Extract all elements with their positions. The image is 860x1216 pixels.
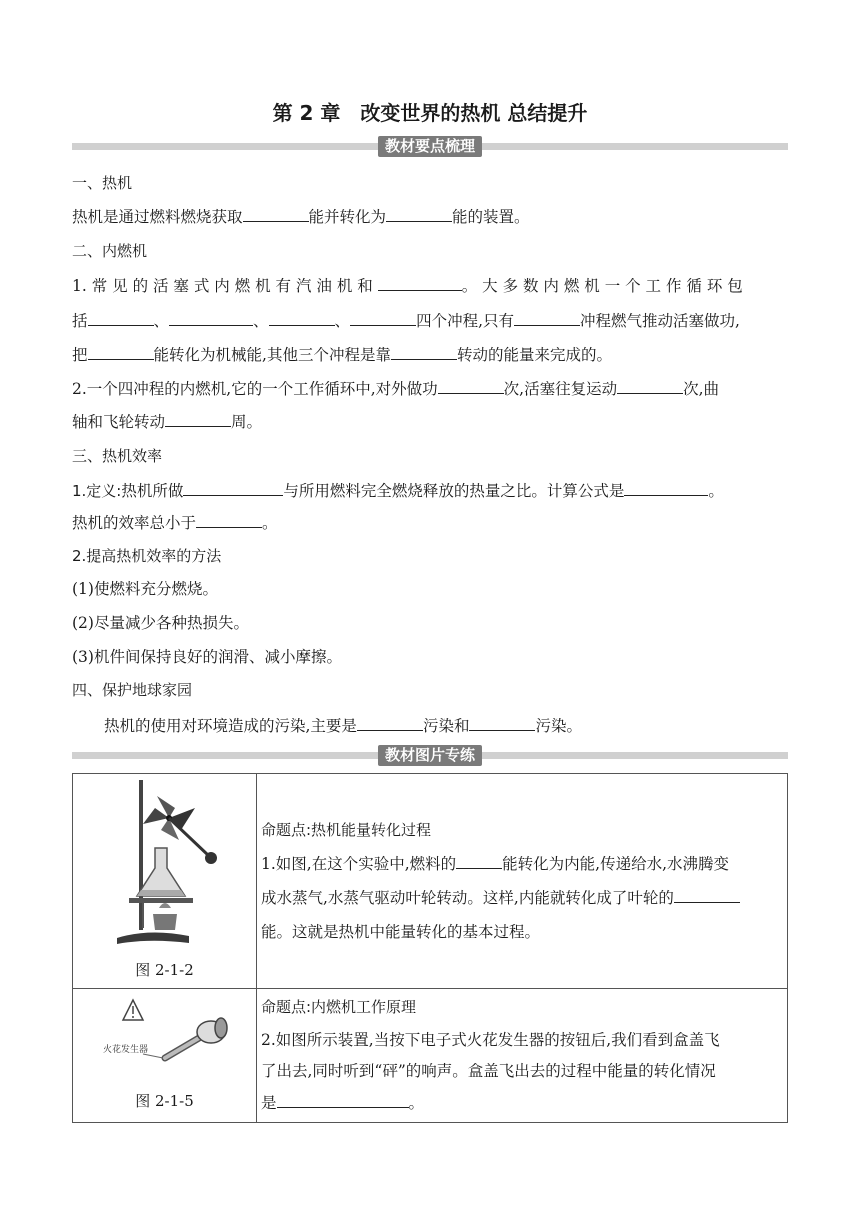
paragraph-ice-2: 括 、 、 、 四个冲程,只有 冲程燃气推动活塞做功, [72, 309, 788, 332]
heading-protect-earth: 四、保护地球家园 [72, 681, 193, 699]
heading-heat-engine: 一、热机 [72, 174, 133, 192]
question-1-line-1: 1.如图,在这个实验中,燃料的 能转化为内能,传递给水,水沸腾变 [261, 850, 785, 879]
answer-blank[interactable] [469, 714, 535, 731]
answer-blank[interactable] [456, 852, 502, 869]
answer-blank[interactable] [277, 1091, 409, 1108]
method-3: (3)机件间保持良好的润滑、减小摩擦。 [72, 648, 342, 666]
answer-blank[interactable] [243, 205, 309, 222]
section-banner-figure-practice [72, 745, 788, 767]
paragraph-ice-1: 1. 常 见 的 活 塞 式 内 燃 机 有 汽 油 机 和 。 大 多 数 内 燃 机 一 个 工 作 循 环 包 [72, 274, 788, 297]
method-2: (2)尽量减少各种热损失。 [72, 614, 249, 632]
subheading-improve-efficiency: 2.提高热机效率的方法 [72, 547, 222, 565]
paragraph-ice-5: 轴和飞轮转动 周。 [72, 410, 788, 433]
page-title: 第 2 章 改变世界的热机 总结提升 [272, 101, 588, 125]
pinwheel-experiment-figure [109, 778, 221, 948]
heading-efficiency: 三、热机效率 [72, 447, 163, 465]
paragraph-efficiency-def: 1.定义:热机所做 与所用燃料完全燃烧释放的热量之比。计算公式是 。 [72, 479, 788, 502]
paragraph-pollution: 热机的使用对环境造成的污染,主要是 污染和 污染。 [104, 714, 788, 737]
answer-blank[interactable] [196, 511, 262, 528]
heading-ice: 二、内燃机 [72, 242, 148, 260]
answer-blank[interactable] [378, 274, 462, 291]
topic-ice-principle: 命题点:内燃机工作原理 [261, 998, 417, 1016]
section-banner-key-points [72, 136, 788, 158]
topic-energy-conversion: 命题点:热机能量转化过程 [261, 821, 432, 839]
spark-generator-figure [103, 996, 233, 1076]
answer-blank[interactable] [183, 479, 283, 496]
spark-generator-label: 火花发生器 [103, 1045, 149, 1055]
answer-blank[interactable] [514, 309, 580, 326]
answer-blank[interactable] [165, 410, 231, 427]
question-2-line-3: 是 。 [261, 1089, 785, 1118]
paragraph-efficiency-limit: 热机的效率总小于 。 [72, 511, 788, 534]
figure-caption: 图 2-1-5 [135, 1092, 194, 1110]
answer-blank[interactable] [357, 714, 423, 731]
answer-blank[interactable] [88, 343, 154, 360]
paragraph-ice-3: 把 能转化为机械能,其他三个冲程是靠 转动的能量来完成的。 [72, 343, 788, 366]
answer-blank[interactable] [438, 377, 504, 394]
answer-blank[interactable] [617, 377, 683, 394]
method-1: (1)使燃料充分燃烧。 [72, 580, 218, 598]
answer-blank[interactable] [674, 886, 740, 903]
question-1-line-2: 成水蒸气,水蒸气驱动叶轮转动。这样,内能就转化成了叶轮的 [261, 884, 785, 913]
answer-blank[interactable] [391, 343, 457, 360]
figure-caption: 图 2-1-2 [135, 961, 194, 979]
question-2-line-1: 2.如图所示装置,当按下电子式火花发生器的按钮后,我们看到盒盖飞 [261, 1031, 720, 1049]
banner-label: 教材图片专练 [378, 745, 482, 766]
answer-blank[interactable] [624, 479, 708, 496]
banner-label: 教材要点梳理 [378, 136, 482, 157]
answer-blank[interactable] [169, 309, 253, 326]
answer-blank[interactable] [350, 309, 416, 326]
answer-blank[interactable] [269, 309, 335, 326]
answer-blank[interactable] [386, 205, 452, 222]
paragraph-ice-4: 2.一个四冲程的内燃机,它的一个工作循环中,对外做功 次,活塞往复运动 次,曲 [72, 377, 788, 400]
answer-blank[interactable] [88, 309, 154, 326]
question-1-line-3: 能。这就是热机中能量转化的基本过程。 [261, 923, 541, 941]
question-2-line-2: 了出去,同时听到“砰”的响声。盒盖飞出去的过程中能量的转化情况 [261, 1062, 716, 1080]
paragraph-heat-engine: 热机是通过燃料燃烧获取 能并转化为 能的装置。 [72, 205, 788, 228]
figure-practice-table [72, 773, 788, 1123]
